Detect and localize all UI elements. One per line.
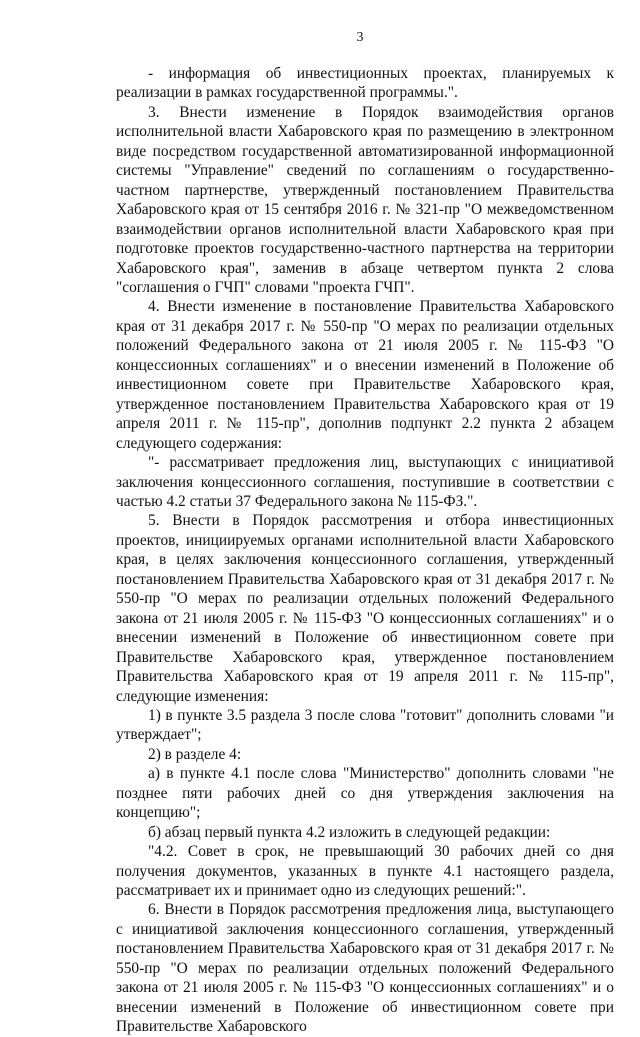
paragraph-item-5-quote-4-2: "4.2. Совет в срок, не превышающий 30 рабочих дней со дня получения документов, указанных в пункте 4.1 настоящего раздела, рассматривает их и принимает одно из следующих решений:". [116, 843, 614, 900]
paragraph-item-4-quote: "- рассматривает предложения лиц, выступающих с инициативой заключения концессионного соглашения, поступившие в соответствии с частью 4.2 статьи 37 Федерального закона № 115-ФЗ.". [116, 454, 614, 510]
paragraph-item-6: 6. Внести в Порядок рассмотрения предложения лица, выступающего с инициативой заключения концессионного соглашения, утвержденный постановлением Правительства Хабаровского края от 31 декабря 2017 г. № 550-пр "О мерах по реализации отдельных положений Федерального закона от 21 июля 2005 г. № 115-ФЗ "О концессионных соглашениях" и о внесении изменений в Положение об инвестиционном совете при Правительстве Хабаровского [116, 901, 614, 1036]
paragraph-item-5-sub-2: 2) в разделе 4: [148, 745, 242, 763]
paragraph-item-3: 3. Внести изменение в Порядок взаимодействия органов исполнительной власти Хабаровского края по размещению в электронном виде посредством государственной автоматизированной информационной системы "Управление" сведений по соглашениям о государственно-частном партнерстве, утвержденный постановлением Правительства Хабаровского края от 15 сентября 2016 г. № 321-пр "О межведомственном взаимодействии органов исполнительной власти Хабаровского края при подготовке проектов государственно-частного партнерства на территории Хабаровского края", заменив в абзаце четвертом пункта 2 слова "соглашения о ГЧП" словами "проекта ГЧП". [116, 103, 614, 296]
paragraph-item-5-sub-1: 1) в пункте 3.5 раздела 3 после слова "готовит" дополнить словами "и утверждает"; [116, 706, 614, 744]
document-body [116, 64, 614, 1037]
paragraph-info-investment-projects: - информация об инвестиционных проектах, планируемых к реализации в рамках государственной программы.". [116, 65, 614, 102]
page-number: 3 [356, 30, 364, 45]
paragraph-item-5-sub-2b: б) абзац первый пункта 4.2 изложить в следующей редакции: [148, 823, 551, 841]
paragraph-item-4: 4. Внести изменение в постановление Правительства Хабаровского края от 31 декабря 2017 г. № 550-пр "О мерах по реализации отдельных положений Федерального закона от 21 июля 2005 г. № 115-ФЗ "О концессионных соглашениях" и о внесении изменений в Положение об инвестиционном совете при Правительстве Хабаровского края, утвержденное постановлением Правительства Хабаровского края от 19 апреля 2011 г. № 115-пр", дополнив подпункт 2.2 пункта 2 абзацем следующего содержания: [116, 298, 614, 452]
paragraph-item-5-sub-2a: а) в пункте 4.1 после слова "Министерство" дополнить словами "не позднее пяти рабочих дней со дня утверждения заключения на концепцию"; [116, 765, 614, 822]
paragraph-item-5: 5. Внести в Порядок рассмотрения и отбора инвестиционных проектов, инициируемых органами исполнительной власти Хабаровского края, в целях заключения концессионного соглашения, утвержденный постановлением Правительства Хабаровского края от 31 декабря 2017 г. № 550-пр "О мерах по реализации отдельных положений Федерального закона от 21 июля 2005 г. № 115-ФЗ "О концессионных соглашениях" и о внесении изменений в Положение об инвестиционном совете при Правительстве Хабаровского края, утвержденное постановлением Правительства Хабаровского края от 19 апреля 2011 г. № 115-пр", следующие изменения: [116, 512, 614, 705]
